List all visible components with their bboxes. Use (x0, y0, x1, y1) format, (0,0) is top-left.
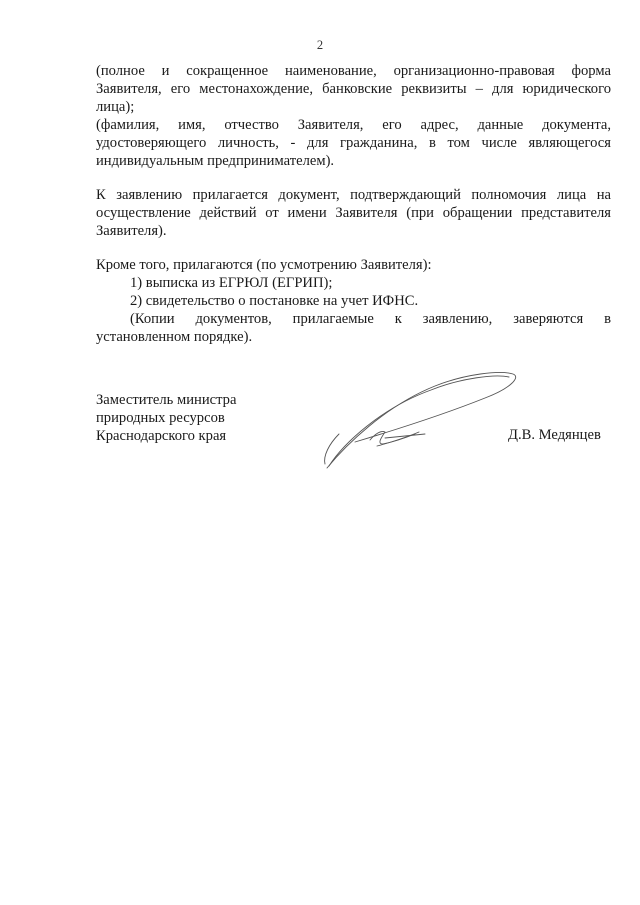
signatory-name: Д.В. Медянцев (508, 427, 601, 443)
paragraph2-line-2: удостоверяющего личность, - для гражданина, в том числе являющегося (96, 135, 611, 151)
paragraph1-line-2: Заявителя, его местонахождение, банковские реквизиты – для юридического (96, 81, 611, 97)
paragraph3-line-2: осуществление действий от имени Заявителя (при обращении представителя (96, 205, 611, 221)
paragraph3-line-3: Заявителя). (96, 223, 167, 239)
attachments-intro: Кроме того, прилагаются (по усмотрению Заявителя): (96, 257, 432, 273)
page-number: 2 (316, 38, 324, 52)
handwritten-signature-icon (315, 368, 525, 473)
paragraph1-line-3: лица); (96, 99, 135, 115)
paragraph5-line-1: (Копии документов, прилагаемые к заявлению, заверяются в (130, 311, 611, 327)
paragraph3-line-1: К заявлению прилагается документ, подтверждающий полномочия лица на (96, 187, 611, 203)
paragraph1-line-1: (полное и сокращенное наименование, организационно-правовая форма (96, 63, 611, 79)
list-item-1: 1) выписка из ЕГРЮЛ (ЕГРИП); (130, 275, 333, 291)
list-item-2: 2) свидетельство о постановке на учет ИФНС. (130, 293, 419, 309)
signatory-title-line-1: Заместитель министра (96, 392, 237, 408)
signatory-title-line-2: природных ресурсов (96, 410, 225, 426)
paragraph2-line-1: (фамилия, имя, отчество Заявителя, его адрес, данные документа, (96, 117, 611, 133)
signatory-title-line-3: Краснодарского края (96, 428, 227, 444)
paragraph2-line-3: индивидуальным предпринимателем). (96, 153, 335, 169)
paragraph5-line-2: установленном порядке). (96, 329, 253, 345)
